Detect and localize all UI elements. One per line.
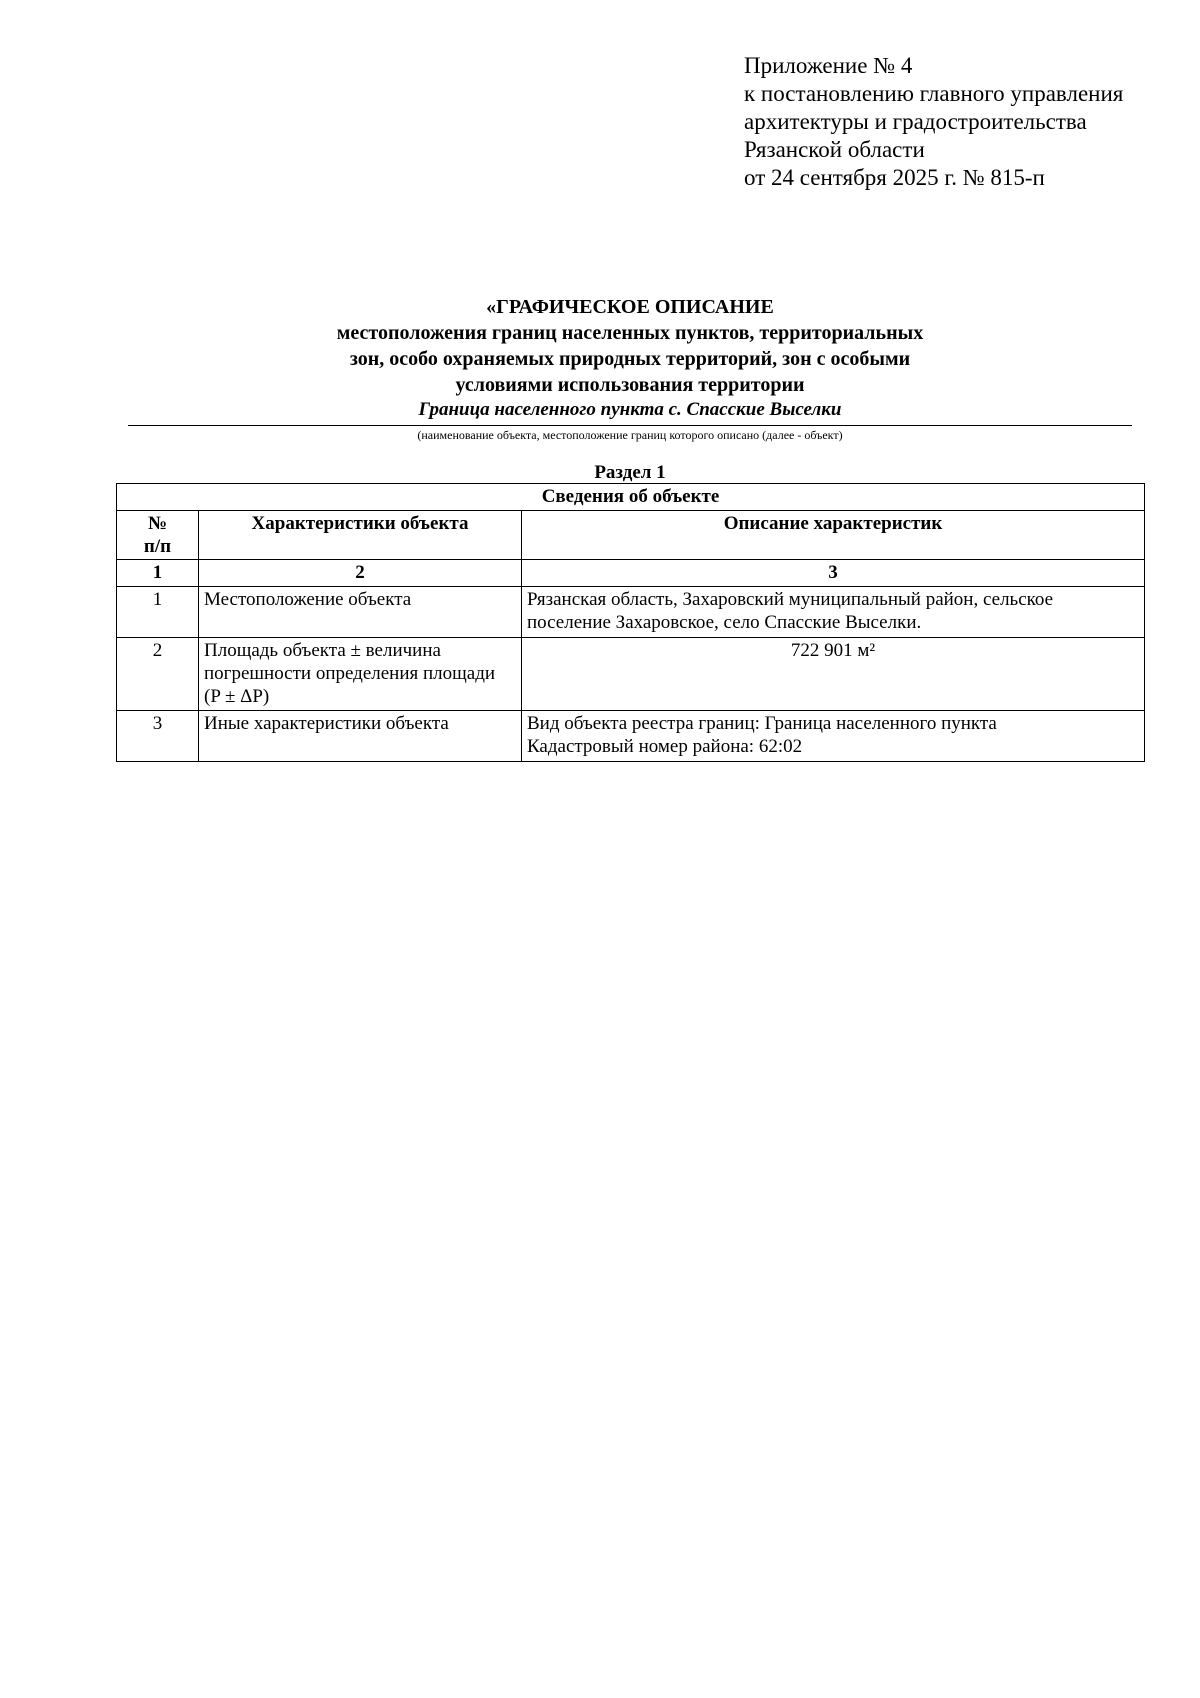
column-number-2: 2 bbox=[199, 560, 522, 587]
row-characteristic-line: (P ± ΔP) bbox=[204, 686, 270, 707]
row-description-line: Рязанская область, Захаровский муниципальный район, сельское bbox=[527, 589, 1054, 610]
row-description bbox=[522, 587, 1145, 638]
appendix-header bbox=[744, 52, 1184, 192]
row-characteristic-line: Площадь объекта ± величина bbox=[204, 640, 441, 661]
header-characteristics: Характеристики объекта bbox=[199, 511, 522, 560]
row-description-line: поселение Захаровское, село Спасские Выселки. bbox=[527, 612, 922, 633]
table-header-row bbox=[117, 511, 1145, 560]
title-line-3: зон, особо охраняемых природных территорий, зон с особыми bbox=[349, 348, 911, 370]
appendix-resolution-line: к постановлению главного управления bbox=[744, 81, 1124, 106]
appendix-number: Приложение № 4 bbox=[744, 53, 913, 78]
document-title bbox=[128, 294, 1132, 422]
title-line-4: условиями использования территории bbox=[455, 374, 805, 396]
section-title: Раздел 1 bbox=[594, 462, 666, 483]
table-row bbox=[117, 638, 1145, 711]
column-number-1: 1 bbox=[117, 560, 199, 587]
row-characteristic bbox=[199, 638, 522, 711]
header-description: Описание характеристик bbox=[522, 511, 1145, 560]
header-number-line1: № bbox=[147, 513, 168, 534]
object-info-table bbox=[116, 483, 1145, 762]
row-number: 2 bbox=[117, 638, 199, 711]
column-number-3: 3 bbox=[522, 560, 1145, 587]
table-caption-row bbox=[117, 484, 1145, 511]
row-description-area: 722 901 м² bbox=[522, 638, 1145, 711]
appendix-department-line: архитектуры и градостроительства bbox=[744, 109, 1087, 134]
header-number-line2: п/п bbox=[143, 536, 172, 557]
row-description-line: Кадастровый номер района: 62:02 bbox=[527, 736, 803, 757]
object-name-caption: (наименование объекта, местоположение границ которого описано (далее - объект) bbox=[417, 428, 843, 442]
table-row bbox=[117, 587, 1145, 638]
appendix-date-line: от 24 сентября 2025 г. № 815-п bbox=[744, 165, 1045, 190]
row-characteristic: Иные характеристики объекта bbox=[199, 711, 522, 762]
row-number: 1 bbox=[117, 587, 199, 638]
title-line-2: местоположения границ населенных пунктов, территориальных bbox=[336, 322, 924, 344]
object-name-underline bbox=[128, 425, 1132, 426]
row-number: 3 bbox=[117, 711, 199, 762]
header-number bbox=[117, 511, 199, 560]
title-line-1: «ГРАФИЧЕСКОЕ ОПИСАНИЕ bbox=[486, 296, 774, 318]
column-numbers-row bbox=[117, 560, 1145, 587]
appendix-region-line: Рязанской области bbox=[744, 137, 925, 162]
row-description bbox=[522, 711, 1145, 762]
table-caption: Сведения об объекте bbox=[117, 484, 1145, 511]
row-description-line: Вид объекта реестра границ: Граница населенного пункта bbox=[527, 713, 997, 734]
table-row bbox=[117, 711, 1145, 762]
row-characteristic-line: погрешности определения площади bbox=[204, 663, 496, 684]
row-characteristic: Местоположение объекта bbox=[199, 587, 522, 638]
object-name: Граница населенного пункта с. Спасские Выселки bbox=[418, 399, 842, 420]
